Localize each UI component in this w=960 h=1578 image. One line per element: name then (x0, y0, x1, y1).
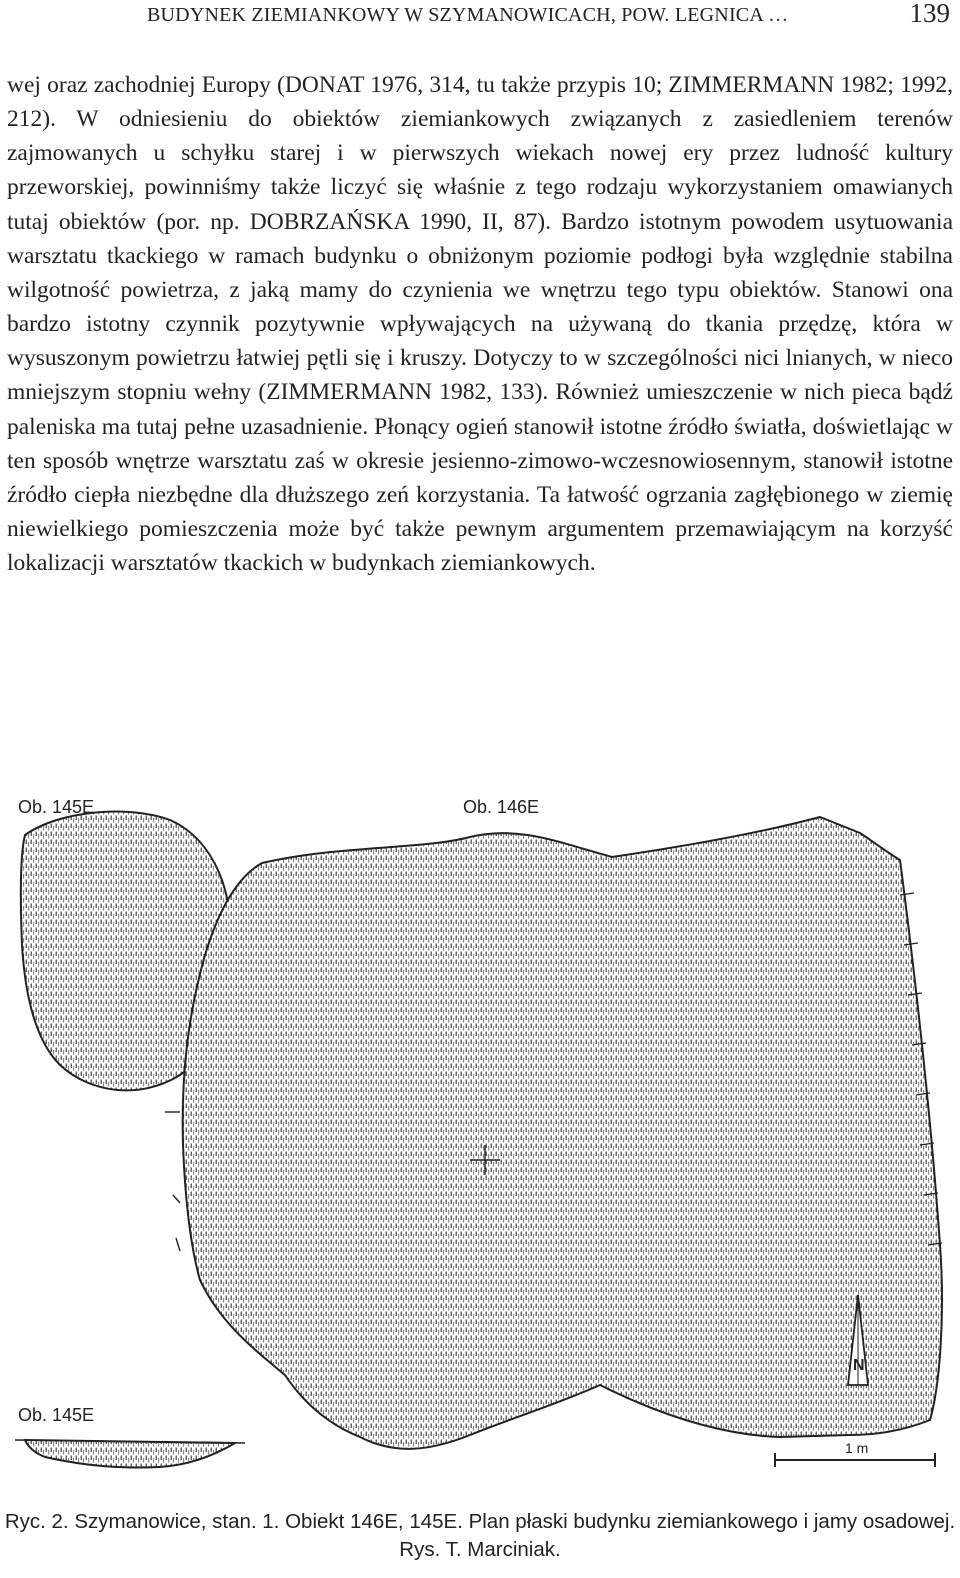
label-145e-plan: Ob. 145E (18, 797, 95, 817)
left-marks (165, 1112, 180, 1251)
label-145e-section: Ob. 145E (18, 1405, 95, 1425)
figure-caption: Ryc. 2. Szymanowice, stan. 1. Obiekt 146E, 145E. Plan płaski budynku ziemiankowego i jamy osadowej. Rys. T. Marciniak. (4, 1510, 956, 1561)
pit-145e-section (25, 1440, 235, 1468)
body-paragraph: wej oraz zachodniej Europy (DONAT 1976, 314, tu także przypis 10; ZIMMERMANN 1982; 1992, 212). W odniesieniu do obiektów ziemiankowych związanych z zasiedleniem terenów zajmowanych u schyłku starej i w pierwszych wiekach nowej ery przez ludność kultury przeworskiej, powinniśmy także liczyć się właśnie z tego rodzaju wykorzystaniem omawianych tutaj obiektów (por. np. DOBRZAŃSKA 1990, II, 87). Bardzo istotnym powodem usytuowania warsztatu tkackiego w ramach budynku o obniżonym poziomie podłogi była względnie stabilna wilgotność powietrza, z jaką mamy do czynienia we wnętrzu tego typu obiektów. Stanowi ona bardzo istotny czynnik pozytywnie wpływających na używaną do tkania przędzę, która w wysuszonym powietrzu łatwiej pętli się i kruszy. Dotyczy to w szczególności nici lnianych, w nieco mniejszym stopniu wełny (ZIMMERMANN 1982, 133). Również umieszczenie w nich pieca bądź paleniska ma tutaj pełne uzasadnienie. Płonący ogień stanowił istotne źródło światła, doświetlając w ten sposób wnętrze warsztatu zaś w okresie jesienno-zimowo-wczesnowiosennym, stanowił istotne źródło ciepła niezbędne dla dłuższego zeń korzystania. Ta łatwość ogrzania zagłębionego w ziemię niewielkiego pomieszczenia może być także pewnym argumentem przemawiającym na korzyść lokalizacji warsztatów tkackich w budynkach ziemiankowych. (7, 72, 953, 577)
page-number: 139 (909, 0, 950, 28)
building-146e-outline (183, 817, 942, 1449)
label-146e-plan: Ob. 146E (463, 797, 540, 817)
body-text (7, 68, 953, 580)
plan-drawing (0, 775, 960, 1495)
scale-label: 1 m (845, 1440, 869, 1456)
running-head (0, 0, 960, 40)
running-title: BUDYNEK ZIEMIANKOWY W SZYMANOWICACH, POW. LEGNICA … (147, 4, 789, 26)
north-label: N (853, 1357, 865, 1374)
figure-plan (0, 775, 960, 1495)
